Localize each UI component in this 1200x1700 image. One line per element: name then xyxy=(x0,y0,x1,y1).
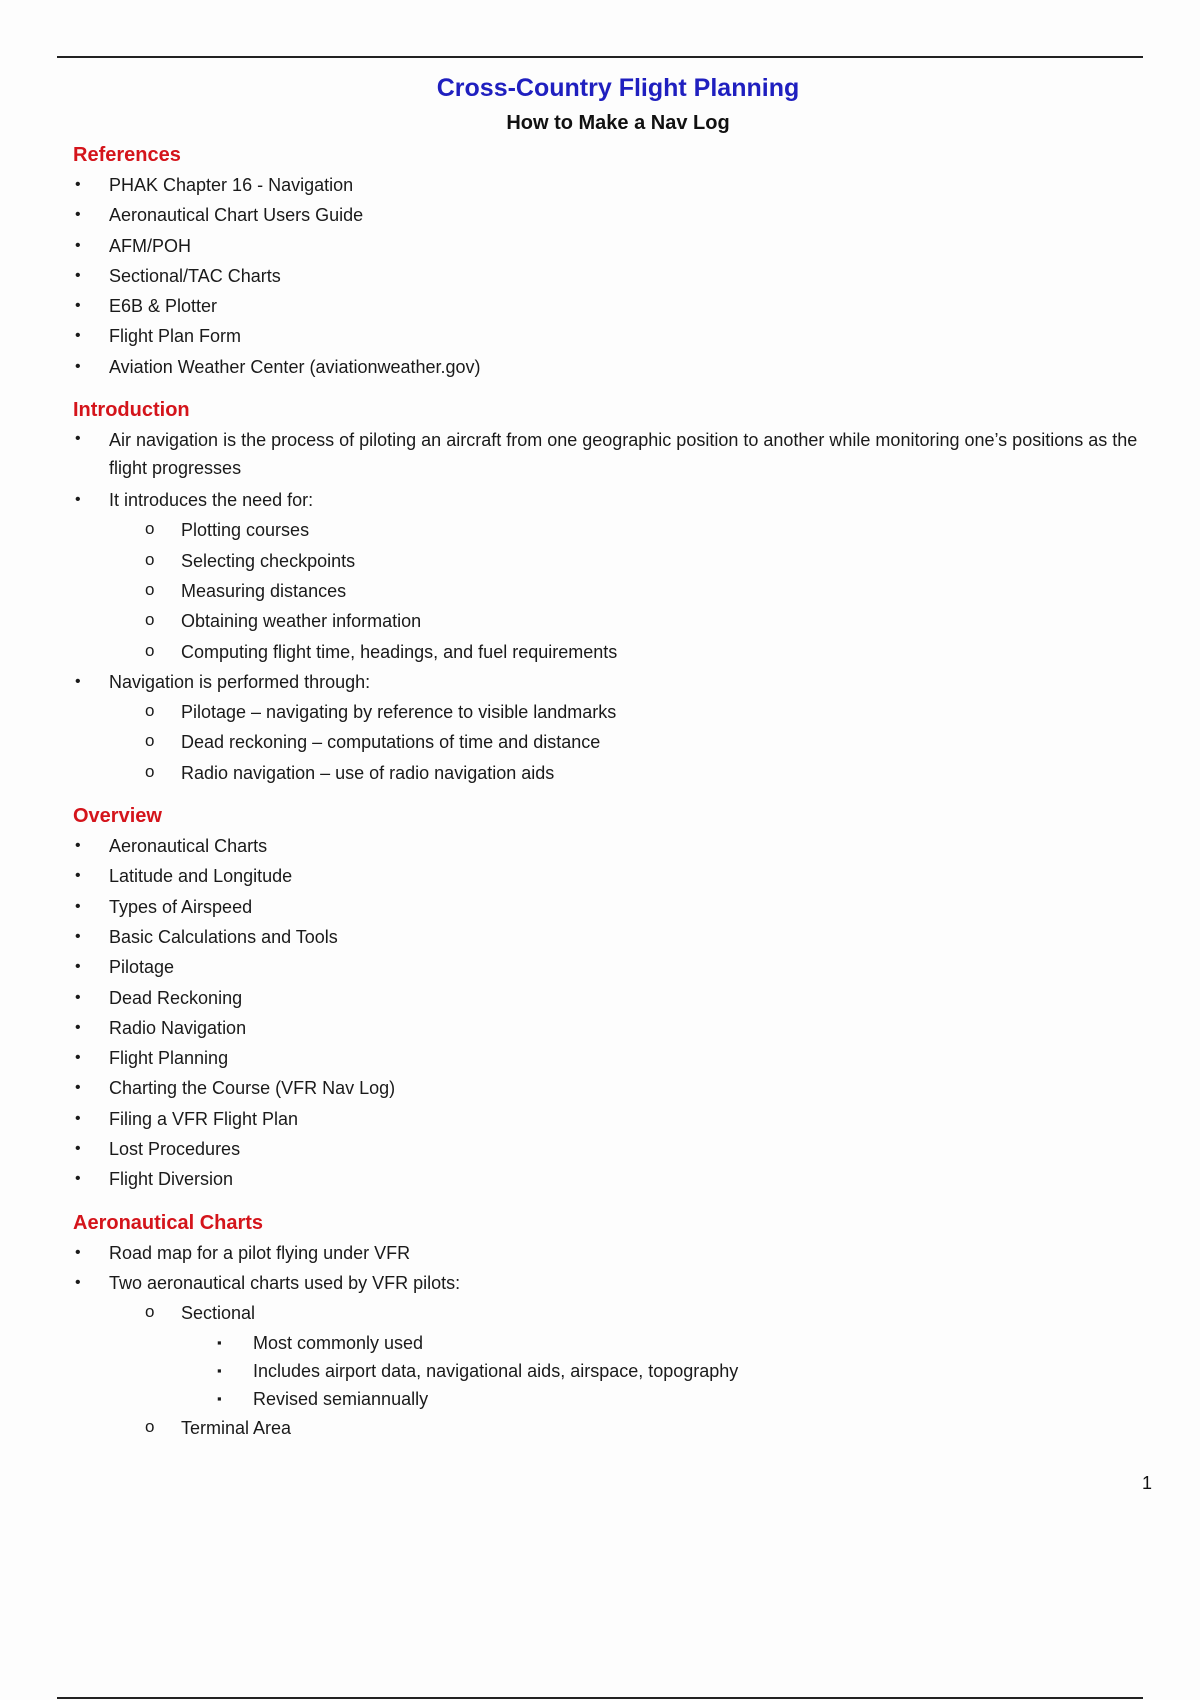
bullet-marker: • xyxy=(75,1079,81,1097)
bullet-marker: • xyxy=(75,988,81,1006)
list-item: • It introduces the need for: o Plotting courses o Selecting checkpoints o Measuring distances o Obtaining weather information o Computing flight time, headings, and fuel requirements xyxy=(73,485,1153,667)
document-subtitle: How to Make a Nav Log xyxy=(506,112,730,134)
detail-item: ▪ Includes airport data, navigational aids, airspace, topography xyxy=(217,1357,1153,1385)
bullet-marker: • xyxy=(75,867,81,885)
list-item: • Flight Diversion xyxy=(73,1164,1153,1194)
circle-marker: o xyxy=(145,761,155,781)
circle-marker: o xyxy=(145,1302,155,1322)
square-marker: ▪ xyxy=(217,1362,222,1378)
bullet-marker: • xyxy=(75,430,81,448)
circle-marker: o xyxy=(145,640,155,660)
references-section xyxy=(73,140,1153,382)
square-marker: ▪ xyxy=(217,1390,222,1406)
bullet-marker: • xyxy=(75,266,81,284)
list-item: • Air navigation is the process of piloting an aircraft from one geographic position to another while monitoring one’s positions as the flight progresses xyxy=(73,425,1153,485)
circle-marker: o xyxy=(145,519,155,539)
bullet-marker: • xyxy=(75,297,81,315)
list-item: • PHAK Chapter 16 - Navigation xyxy=(73,170,1153,200)
list-item: • Aviation Weather Center (aviationweather.gov) xyxy=(73,352,1153,382)
introduction-heading: Introduction xyxy=(73,399,190,422)
sub-list-item: o Obtaining weather information xyxy=(145,606,1153,636)
references-heading: References xyxy=(73,144,181,166)
sub-list-item: o Sectional ▪ Most commonly used ▪ Includes airport data, navigational aids, airspace, topography ▪ Revised semiannually xyxy=(145,1298,1153,1412)
list-item: • Aeronautical Charts xyxy=(73,831,1153,861)
square-marker: ▪ xyxy=(217,1334,222,1350)
document-title: Cross-Country Flight Planning xyxy=(436,74,800,102)
aeronautical-charts-section xyxy=(73,1208,1153,1443)
sub-list-item: o Radio navigation – use of radio navigation aids xyxy=(145,758,1153,788)
sectional-details-list xyxy=(217,1329,1153,1413)
list-item: • Sectional/TAC Charts xyxy=(73,261,1153,291)
list-item: • Pilotage xyxy=(73,952,1153,982)
bottom-rule xyxy=(57,1697,1143,1699)
introduction-section xyxy=(73,395,1153,788)
sub-list-item: o Plotting courses xyxy=(145,515,1153,545)
sub-list-item: o Terminal Area xyxy=(145,1413,1153,1443)
circle-marker: o xyxy=(145,549,155,569)
circle-marker: o xyxy=(145,610,155,630)
sub-list-item: o Computing flight time, headings, and fuel requirements xyxy=(145,637,1153,667)
bullet-marker: • xyxy=(75,236,81,254)
chart-types-list xyxy=(145,1298,1153,1443)
circle-marker: o xyxy=(145,701,155,721)
circle-marker: o xyxy=(145,1416,155,1436)
list-item: • Flight Planning xyxy=(73,1043,1153,1073)
charts-list xyxy=(73,1238,1153,1443)
bullet-marker: • xyxy=(75,1049,81,1067)
circle-marker: o xyxy=(145,579,155,599)
bullet-marker: • xyxy=(75,672,81,690)
list-item: • Charting the Course (VFR Nav Log) xyxy=(73,1073,1153,1103)
document-body xyxy=(73,140,1153,1456)
bullet-marker: • xyxy=(75,897,81,915)
bullet-marker: • xyxy=(75,1170,81,1188)
sub-list-item: o Selecting checkpoints xyxy=(145,546,1153,576)
circle-marker: o xyxy=(145,731,155,751)
detail-item: ▪ Most commonly used xyxy=(217,1329,1153,1357)
overview-heading: Overview xyxy=(73,805,162,828)
list-item: • Navigation is performed through: o Pilotage – navigating by reference to visible landmarks o Dead reckoning – computations of time and distance o Radio navigation – use of radio navigation aids xyxy=(73,667,1153,788)
list-item: • Two aeronautical charts used by VFR pilots: o Sectional ▪ Most commonly used ▪ Includes airport data, navigational aids, airspace, topography ▪ Revised semiannually o Terminal Area xyxy=(73,1268,1153,1443)
list-item: • E6B & Plotter xyxy=(73,291,1153,321)
bullet-marker: • xyxy=(75,206,81,224)
needs-list xyxy=(145,515,1153,666)
list-item: • Flight Plan Form xyxy=(73,321,1153,351)
list-item: • Lost Procedures xyxy=(73,1134,1153,1164)
page-number: 1 xyxy=(1141,1473,1152,1493)
sub-list-item: o Dead reckoning – computations of time and distance xyxy=(145,727,1153,757)
detail-item: ▪ Revised semiannually xyxy=(217,1385,1153,1413)
bullet-marker: • xyxy=(75,491,81,509)
list-item: • Aeronautical Chart Users Guide xyxy=(73,200,1153,230)
list-item: • Basic Calculations and Tools xyxy=(73,922,1153,952)
list-item: • Dead Reckoning xyxy=(73,983,1153,1013)
list-item: • Road map for a pilot flying under VFR xyxy=(73,1238,1153,1268)
bullet-marker: • xyxy=(75,927,81,945)
bullet-marker: • xyxy=(75,357,81,375)
bullet-marker: • xyxy=(75,958,81,976)
sub-list-item: o Pilotage – navigating by reference to visible landmarks xyxy=(145,697,1153,727)
bullet-marker: • xyxy=(75,1109,81,1127)
list-item: • AFM/POH xyxy=(73,231,1153,261)
references-list xyxy=(73,170,1153,382)
overview-section xyxy=(73,801,1153,1195)
aeronautical-charts-heading: Aeronautical Charts xyxy=(73,1211,264,1234)
bullet-marker: • xyxy=(75,1018,81,1036)
introduction-list xyxy=(73,425,1153,788)
bullet-marker: • xyxy=(75,837,81,855)
bullet-marker: • xyxy=(75,327,81,345)
list-item: • Radio Navigation xyxy=(73,1013,1153,1043)
bullet-marker: • xyxy=(75,1273,81,1291)
bullet-marker: • xyxy=(75,176,81,193)
methods-list xyxy=(145,697,1153,788)
bullet-marker: • xyxy=(75,1140,81,1158)
bullet-marker: • xyxy=(75,1243,81,1261)
sub-list-item: o Measuring distances xyxy=(145,576,1153,606)
top-rule xyxy=(57,56,1143,58)
list-item: • Filing a VFR Flight Plan xyxy=(73,1104,1153,1134)
list-item: • Latitude and Longitude xyxy=(73,861,1153,891)
list-item: • Types of Airspeed xyxy=(73,892,1153,922)
overview-list xyxy=(73,831,1153,1195)
